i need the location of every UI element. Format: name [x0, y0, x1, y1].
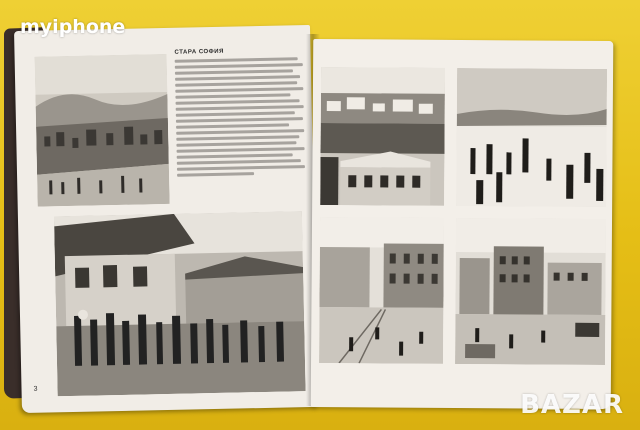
boulevard-buildings-photo: [455, 218, 606, 365]
street-crowd-photo: [54, 211, 306, 396]
skating-crowd-photo: [456, 68, 607, 207]
article-text: [174, 47, 306, 230]
aerial-houses-photo: [320, 67, 445, 206]
page-heading: СТАРА СОФИЯ: [174, 48, 224, 56]
right-page: [311, 39, 614, 409]
watermark-bazar: BAZAR: [520, 390, 624, 420]
square-tram-photo: [319, 217, 444, 364]
watermark-myiphone: myiphone: [20, 16, 126, 38]
page-number: 3: [33, 385, 38, 393]
panorama-engraving: [35, 54, 170, 207]
left-page: [14, 25, 318, 413]
